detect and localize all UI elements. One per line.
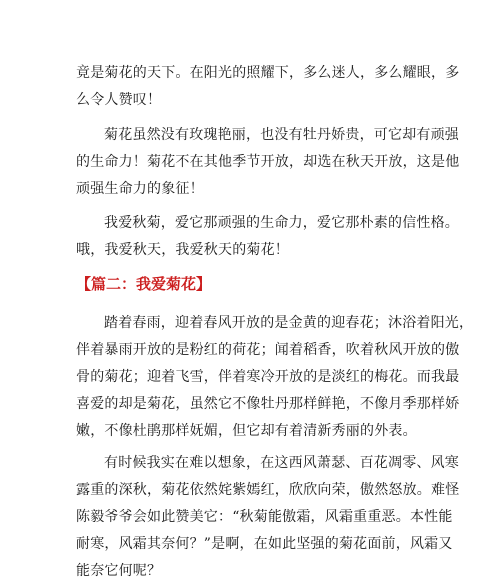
paragraph-4	[76, 310, 474, 445]
paragraph-3-line-1: 我爱秋菊，爱它那顽强的生命力，爱它那朴素的信性格。	[104, 215, 459, 231]
paragraph-2-line-2: 的生命力！菊花不在其他季节开放，却选在秋天开放，这是他	[76, 154, 460, 170]
paragraph-4-line-4: 喜爱的却是菊花，虽然它不像牡丹那样鲜艳，不像月季那样娇	[76, 396, 460, 412]
paragraph-4-line-5: 嫩，不像杜鹃那样妩媚，但它却有着清新秀丽的外表。	[76, 423, 417, 439]
paragraph-3	[76, 210, 459, 264]
paragraph-5-line-4: 耐寒，风霜其奈何？”是啊，在如此坚强的菊花面前，风霜又	[76, 536, 453, 552]
paragraph-5-line-1: 有时候我实在难以想象，在这西风萧瑟、百花凋零、风寒	[104, 455, 459, 471]
section-heading: 【篇二：我爱菊花】	[76, 275, 212, 293]
paragraph-5	[76, 450, 460, 585]
paragraph-2-line-1: 菊花虽然没有玫瑰艳丽，也没有牡丹娇贵，可它却有顽强	[104, 127, 459, 143]
paragraph-4-line-2: 伴着暴雨开放的是粉红的荷花；闻着稻香，吹着秋风开放的傲	[76, 342, 460, 358]
paragraph-2-line-3: 顽强生命力的象征！	[76, 181, 204, 197]
paragraph-5-line-5: 能奈它何呢？	[76, 563, 162, 579]
paragraph-1-line-2: 么令人赞叹！	[76, 92, 162, 108]
paragraph-3-line-2: 哦，我爱秋天，我爱秋天的菊花！	[76, 242, 289, 258]
paragraph-4-line-1: 踏着春雨，迎着春风开放的是金黄的迎春花；沐浴着阳光，	[104, 315, 474, 331]
paragraph-5-line-2: 露重的深秋，菊花依然姹紫嫣红，欣欣向荣，傲然怒放。难怪	[76, 482, 460, 498]
paragraph-5-line-3: 陈毅爷爷会如此赞美它：“秋菊能傲霜，风霜重重恶。本性能	[76, 509, 453, 525]
paragraph-1-line-1: 竟是菊花的天下。在阳光的照耀下，多么迷人，多么耀眼，多	[76, 65, 460, 81]
paragraph-2	[76, 122, 460, 203]
paragraph-4-line-3: 骨的菊花；迎着飞雪，伴着寒冷开放的是淡红的梅花。而我最	[76, 369, 460, 385]
paragraph-1	[76, 60, 460, 114]
